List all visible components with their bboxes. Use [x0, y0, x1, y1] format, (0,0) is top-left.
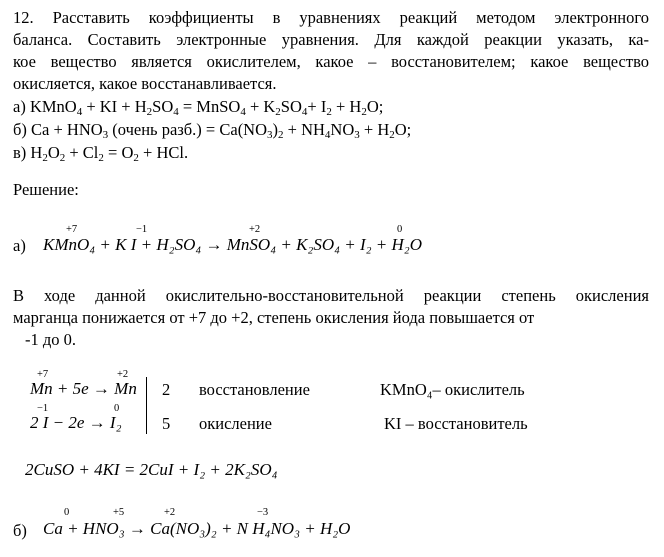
balance-ox-i-right: 0	[114, 403, 120, 414]
equation-a: KMnO₄ + K I + H₂SO₄ → MnSO₄ + K₂SO₄ + I₂ + H₂O	[43, 235, 422, 254]
explanation-line-3: -1 до 0.	[25, 330, 77, 349]
problem-line-3: кое вещество является окислителем, какое – восстановителем; какое вещество	[13, 52, 649, 71]
balance-row1-role: KMnO₄– окислитель	[380, 380, 525, 399]
ox-n-right: −3	[257, 507, 269, 518]
balance-row2-process: окисление	[199, 414, 272, 433]
explanation-line-2: марганца понижается от +7 до +2, степень окисления йода повышается от	[13, 308, 535, 327]
label-a: а)	[13, 236, 26, 255]
equation-result: 2CuSO + 4KI = 2CuI + I₂ + 2K₂SO₄	[25, 460, 278, 479]
balance-ox-mn-left: +7	[37, 369, 49, 380]
ox-i-right: 0	[397, 224, 403, 235]
reaction-c: в) $H_2O_2 + Cl_2 = O_2$ + HCl.	[13, 143, 189, 164]
solution-heading: Решение:	[13, 180, 79, 199]
balance-ox-mn-right: +2	[117, 369, 129, 380]
ox-mn-left: +7	[66, 224, 78, 235]
ox-i-left: −1	[136, 224, 148, 235]
ox-ca-left: 0	[64, 507, 70, 518]
balance-row2-coef: 5	[162, 414, 171, 433]
label-b: б)	[13, 521, 27, 540]
balance-row1-process: восстановление	[199, 380, 310, 399]
problem-line-1: 12. Расставить коэффициенты в уравнениях реакций методом электронного	[13, 8, 649, 27]
balance-row2-role: KI – восстановитель	[384, 414, 528, 433]
reaction-b: б) $Ca + HNO_3$ (очень разб.) = $Ca(NO_3)_2 + NH_4NO_3 + H_2O$;	[13, 120, 412, 141]
equation-b: Ca + HNO₃ → Ca(NO₃)₂ + N H₄NO₃ + H₂O	[43, 519, 351, 538]
balance-row1-equation: Mn + 5e → Mn	[30, 379, 137, 398]
problem-line-4: окисляется, какое восстанавливается.	[13, 74, 277, 93]
ox-n-left: +5	[113, 507, 125, 518]
ox-mn-right: +2	[249, 224, 261, 235]
balance-ox-i-left: −1	[37, 403, 49, 414]
balance-divider	[146, 377, 147, 434]
balance-row1-coef: 2	[162, 380, 171, 399]
reaction-a: а) KMnO$_4$ + KI + $H_2SO_4$ = MnSO$_4$ + $K_2SO_4+ I_2 + H_2O$;	[13, 97, 384, 118]
problem-line-2: баланса. Составить электронные уравнения. Для каждой реакции указать, ка-	[13, 30, 649, 49]
explanation-line-1: В ходе данной окислительно-восстановительной реакции степень окисления	[13, 286, 649, 305]
balance-row2-equation: 2 I − 2e → I₂	[30, 413, 122, 432]
ox-ca-right: +2	[164, 507, 176, 518]
